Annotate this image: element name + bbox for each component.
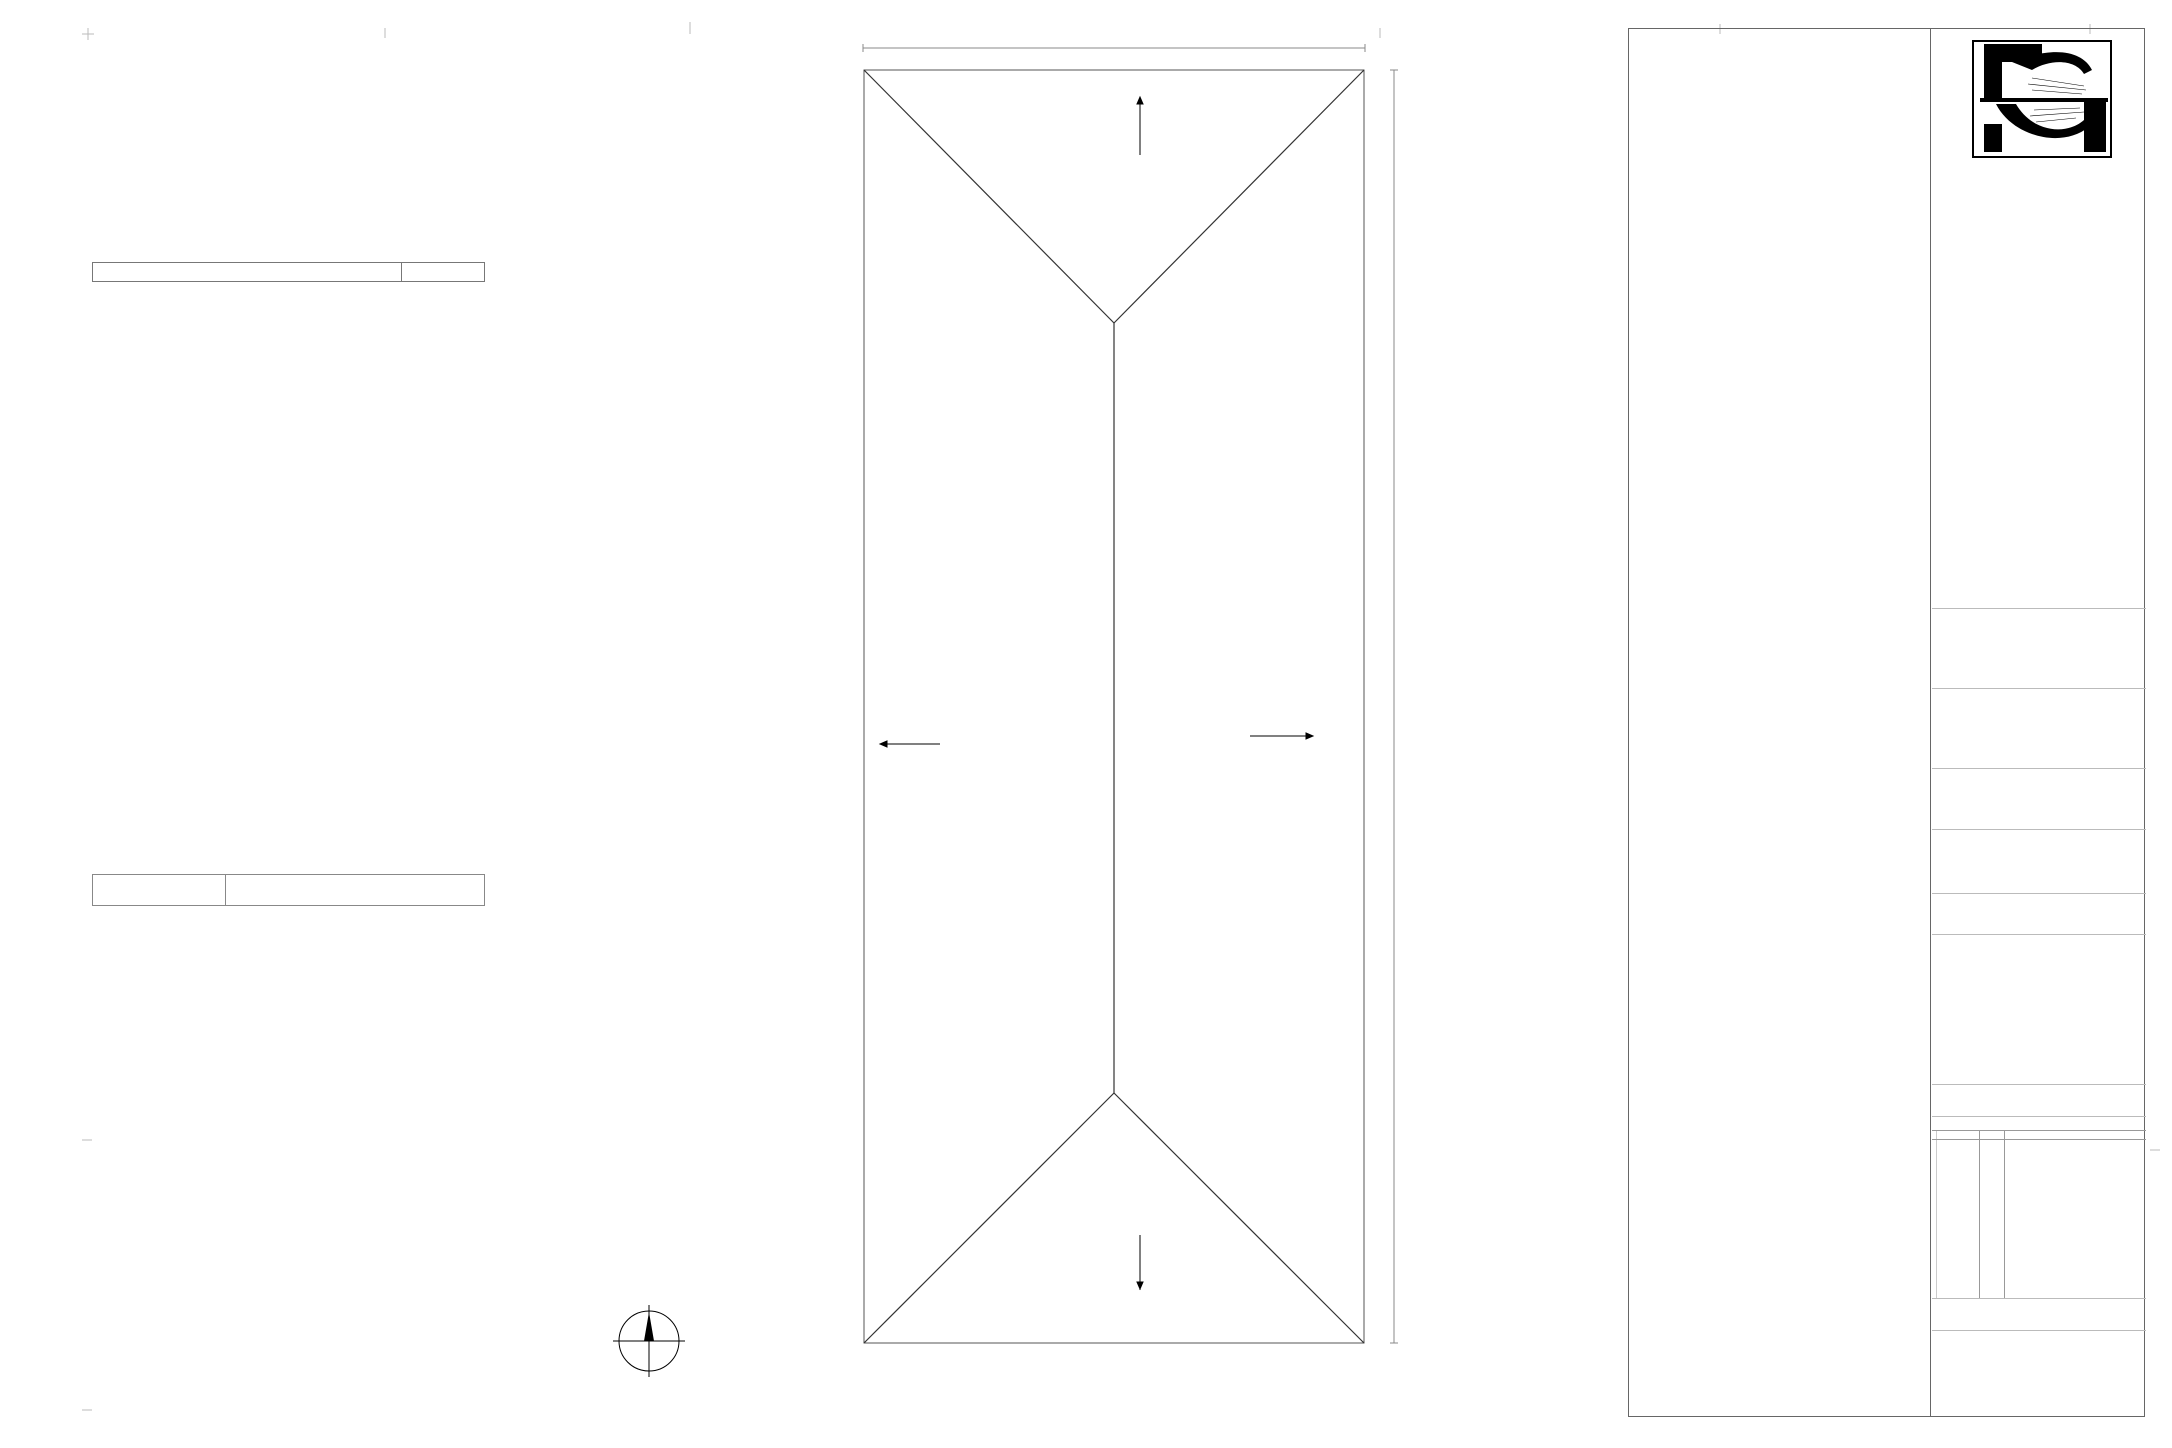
tb-separator-10 (1932, 1330, 2146, 1331)
right-dimension (1390, 70, 1398, 1343)
tb-separator-2 (1932, 688, 2146, 689)
tb-separator-4 (1932, 829, 2146, 830)
tb-separator-9 (1932, 1298, 2146, 1299)
slope-arrow-left (880, 741, 940, 747)
top-dimension (863, 44, 1365, 52)
title-block-divider (1930, 28, 1931, 1417)
tb-separator-3 (1932, 768, 2146, 769)
tb-separator-7 (1932, 1084, 2146, 1085)
tb-separator-5 (1932, 893, 2146, 894)
slope-arrow-right (1250, 733, 1313, 739)
tb-separator-6 (1932, 934, 2146, 935)
issue-history-grid (1932, 1130, 2146, 1299)
tb-separator-8 (1932, 1116, 2146, 1117)
slope-arrow-top (1137, 97, 1143, 155)
bottom-valley-rafters (864, 1093, 1364, 1343)
slope-arrow-bottom (1137, 1235, 1143, 1290)
north-arrow-symbol (613, 1305, 685, 1377)
top-valley-rafters (864, 70, 1364, 323)
tb-separator-1 (1932, 608, 2146, 609)
company-logo (1972, 40, 2112, 158)
